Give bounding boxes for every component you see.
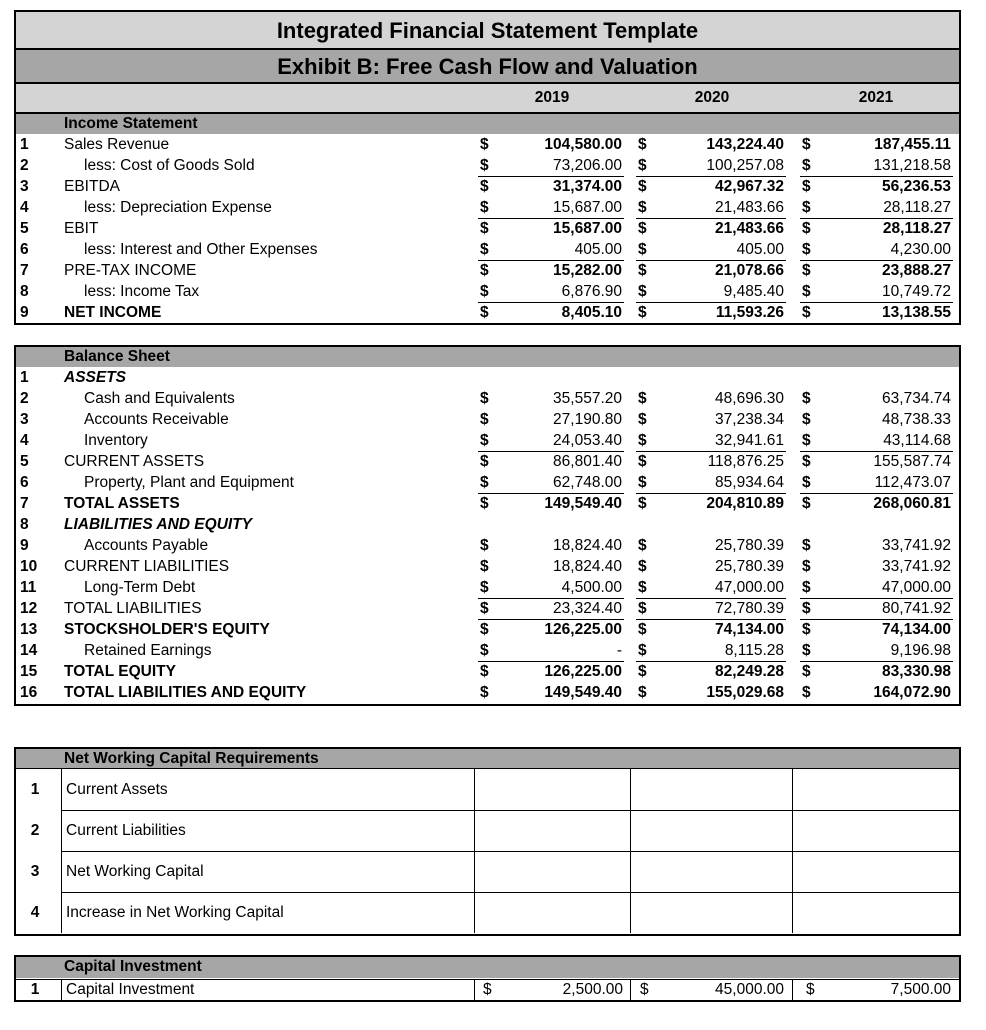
is-currency-symbol: $ xyxy=(638,220,647,237)
bs-row-label: Property, Plant and Equipment xyxy=(84,474,294,491)
bs-row-number: 7 xyxy=(20,495,29,512)
bs-row-label: TOTAL ASSETS xyxy=(64,495,180,512)
bs-row-number: 11 xyxy=(20,579,37,596)
capex-column-divider xyxy=(792,980,793,1000)
is-currency-symbol: $ xyxy=(638,241,647,258)
page-title: Integrated Financial Statement Template xyxy=(276,18,699,43)
is-currency-symbol: $ xyxy=(802,241,811,258)
bs-currency-symbol: $ xyxy=(802,684,811,701)
is-row-number: 2 xyxy=(20,157,29,174)
bs-value: 35,557.20 xyxy=(553,390,622,407)
bs-currency-symbol: $ xyxy=(480,558,489,575)
bs-currency-symbol: $ xyxy=(480,537,489,554)
bs-value: 63,734.74 xyxy=(882,390,951,407)
bs-currency-symbol: $ xyxy=(480,474,489,491)
year-2019: 2019 xyxy=(534,89,570,106)
bs-currency-symbol: $ xyxy=(802,411,811,428)
bs-value: 9,196.98 xyxy=(890,642,951,659)
is-row-label: NET INCOME xyxy=(64,304,162,321)
bs-value: 82,249.28 xyxy=(715,663,784,680)
year-2020: 2020 xyxy=(694,89,730,106)
is-value: 187,455.11 xyxy=(874,136,951,153)
year-header-band xyxy=(16,84,959,112)
capex-row-label: Capital Investment xyxy=(66,981,195,998)
bs-row-label: Inventory xyxy=(84,432,148,449)
is-currency-symbol: $ xyxy=(480,136,489,153)
is-currency-symbol: $ xyxy=(480,241,489,258)
bs-row-label: ASSETS xyxy=(64,369,127,386)
bs-value: 48,738.33 xyxy=(882,411,951,428)
is-currency-symbol: $ xyxy=(480,220,489,237)
income-statement-header: Income Statement xyxy=(64,115,198,132)
bs-value: 37,238.34 xyxy=(715,411,784,428)
bs-row-label: TOTAL LIABILITIES xyxy=(64,600,202,617)
bs-currency-symbol: $ xyxy=(638,600,647,617)
bs-row-label: TOTAL EQUITY xyxy=(64,663,176,680)
bs-currency-symbol: $ xyxy=(638,390,647,407)
bs-row-number: 16 xyxy=(20,684,38,701)
bs-row-number: 2 xyxy=(20,390,29,407)
is-row-number: 5 xyxy=(20,220,29,237)
bs-row-label: TOTAL LIABILITIES AND EQUITY xyxy=(64,684,307,701)
nwc-input-cell[interactable] xyxy=(793,852,959,892)
bs-currency-symbol: $ xyxy=(802,579,811,596)
bs-currency-symbol: $ xyxy=(802,642,811,659)
capex-value: 45,000.00 xyxy=(715,981,784,998)
bs-currency-symbol: $ xyxy=(638,684,647,701)
bs-currency-symbol: $ xyxy=(480,411,489,428)
bs-currency-symbol: $ xyxy=(638,495,647,512)
page-subtitle: Exhibit B: Free Cash Flow and Valuation xyxy=(277,54,698,79)
bs-row-label: Accounts Receivable xyxy=(84,411,229,428)
is-currency-symbol: $ xyxy=(802,136,811,153)
nwc-input-cell[interactable] xyxy=(475,852,630,892)
is-value: 405.00 xyxy=(736,241,784,258)
bs-value: 164,072.90 xyxy=(873,684,951,701)
is-currency-symbol: $ xyxy=(802,157,811,174)
is-currency-symbol: $ xyxy=(480,199,489,216)
nwc-input-cell[interactable] xyxy=(631,770,792,810)
bs-currency-symbol: $ xyxy=(638,474,647,491)
bs-currency-symbol: $ xyxy=(480,684,489,701)
is-value: 28,118.27 xyxy=(883,199,951,216)
is-currency-symbol: $ xyxy=(802,283,811,300)
is-value: 104,580.00 xyxy=(544,136,622,153)
is-value: 56,236.53 xyxy=(882,178,951,195)
is-row-label: less: Interest and Other Expenses xyxy=(84,241,318,258)
capex-currency-symbol: $ xyxy=(806,981,815,998)
bs-value: 27,190.80 xyxy=(553,411,622,428)
is-value: 15,687.00 xyxy=(553,199,622,216)
bs-value: 112,473.07 xyxy=(874,474,951,491)
bs-value: 25,780.39 xyxy=(715,558,784,575)
bs-currency-symbol: $ xyxy=(802,663,811,680)
bs-currency-symbol: $ xyxy=(802,390,811,407)
bs-row-number: 6 xyxy=(20,474,29,491)
nwc-input-cell[interactable] xyxy=(475,770,630,810)
bs-value: 25,780.39 xyxy=(715,537,784,554)
bs-row-number: 3 xyxy=(20,411,29,428)
nwc-input-cell[interactable] xyxy=(793,770,959,810)
bs-value: 33,741.92 xyxy=(882,558,951,575)
nwc-input-cell[interactable] xyxy=(631,893,792,933)
is-value: 100,257.08 xyxy=(706,157,784,174)
bs-row-label: CURRENT LIABILITIES xyxy=(64,558,230,575)
is-row-number: 3 xyxy=(20,178,29,195)
is-currency-symbol: $ xyxy=(802,178,811,195)
bs-currency-symbol: $ xyxy=(480,621,489,638)
bs-row-number: 13 xyxy=(20,621,38,638)
bs-value: 155,587.74 xyxy=(873,453,951,470)
capex-value: 2,500.00 xyxy=(562,981,623,998)
is-value: 4,230.00 xyxy=(890,241,951,258)
bs-currency-symbol: $ xyxy=(480,390,489,407)
bs-value: 80,741.92 xyxy=(882,600,951,617)
capex-column-divider xyxy=(61,980,62,1000)
is-row-number: 1 xyxy=(20,136,29,153)
nwc-row-number: 1 xyxy=(30,781,40,798)
bs-row-label: LIABILITIES AND EQUITY xyxy=(64,516,253,533)
bs-currency-symbol: $ xyxy=(480,495,489,512)
bs-value: 43,114.68 xyxy=(883,432,951,449)
nwc-input-cell[interactable] xyxy=(475,893,630,933)
bs-row-label: Retained Earnings xyxy=(84,642,212,659)
nwc-row-label: Current Liabilities xyxy=(66,822,186,839)
capex-currency-symbol: $ xyxy=(483,981,492,998)
bs-currency-symbol: $ xyxy=(480,600,489,617)
bs-currency-symbol: $ xyxy=(638,663,647,680)
bs-currency-symbol: $ xyxy=(480,663,489,680)
is-row-number: 6 xyxy=(20,241,29,258)
bs-currency-symbol: $ xyxy=(638,453,647,470)
is-value: 405.00 xyxy=(574,241,622,258)
bs-currency-symbol: $ xyxy=(638,579,647,596)
bs-value: 126,225.00 xyxy=(544,621,622,638)
bs-currency-symbol: $ xyxy=(638,411,647,428)
bs-row-label: Long-Term Debt xyxy=(84,579,196,596)
is-currency-symbol: $ xyxy=(802,199,811,216)
bs-value: 86,801.40 xyxy=(553,453,622,470)
bs-row-label: CURRENT ASSETS xyxy=(64,453,205,470)
is-row-label: Sales Revenue xyxy=(64,136,170,153)
is-row-number: 9 xyxy=(20,304,29,321)
bs-value: 18,824.40 xyxy=(553,558,622,575)
balance-sheet-header: Balance Sheet xyxy=(64,348,170,365)
is-row-label: EBIT xyxy=(64,220,99,237)
is-row-label: PRE-TAX INCOME xyxy=(64,262,197,279)
is-currency-symbol: $ xyxy=(480,262,489,279)
bs-value: 268,060.81 xyxy=(873,495,951,512)
bs-row-label: Accounts Payable xyxy=(84,537,209,554)
nwc-row-number: 3 xyxy=(30,863,40,880)
is-value: 42,967.32 xyxy=(715,178,784,195)
bs-row-label: STOCKSHOLDER'S EQUITY xyxy=(64,621,270,638)
bs-currency-symbol: $ xyxy=(480,432,489,449)
bs-value: 85,934.64 xyxy=(715,474,784,491)
is-value: 9,485.40 xyxy=(723,283,784,300)
bs-currency-symbol: $ xyxy=(638,537,647,554)
is-currency-symbol: $ xyxy=(480,157,489,174)
nwc-input-cell[interactable] xyxy=(475,811,630,851)
bs-currency-symbol: $ xyxy=(480,453,489,470)
bs-row-label: Cash and Equivalents xyxy=(84,390,235,407)
nwc-input-cell[interactable] xyxy=(631,811,792,851)
capex-value: 7,500.00 xyxy=(890,981,951,998)
is-row-number: 4 xyxy=(20,199,29,216)
bs-row-number: 4 xyxy=(20,432,29,449)
bs-value: 155,029.68 xyxy=(706,684,784,701)
bs-value: 48,696.30 xyxy=(715,390,784,407)
bs-row-number: 14 xyxy=(20,642,38,659)
is-value: 15,687.00 xyxy=(553,220,622,237)
bs-value: 33,741.92 xyxy=(882,537,951,554)
bs-value: 47,000.00 xyxy=(882,579,951,596)
is-value: 6,876.90 xyxy=(561,283,622,300)
bs-currency-symbol: $ xyxy=(802,537,811,554)
nwc-input-cell[interactable] xyxy=(793,893,959,933)
is-value: 28,118.27 xyxy=(882,220,951,237)
is-currency-symbol: $ xyxy=(638,178,647,195)
bs-value: 47,000.00 xyxy=(715,579,784,596)
capex-column-divider xyxy=(630,980,631,1000)
is-currency-symbol: $ xyxy=(480,283,489,300)
nwc-row-number: 2 xyxy=(30,822,40,839)
capex-column-divider xyxy=(474,980,475,1000)
is-currency-symbol: $ xyxy=(480,178,489,195)
bs-currency-symbol: $ xyxy=(802,453,811,470)
year-2021: 2021 xyxy=(858,89,894,106)
bs-value: 74,134.00 xyxy=(882,621,951,638)
is-value: 13,138.55 xyxy=(882,304,951,321)
is-value: 10,749.72 xyxy=(882,283,951,300)
bs-value: 62,748.00 xyxy=(553,474,622,491)
capex-currency-symbol: $ xyxy=(640,981,649,998)
is-currency-symbol: $ xyxy=(638,136,647,153)
is-value: 131,218.58 xyxy=(873,157,951,174)
bs-value: 149,549.40 xyxy=(544,495,622,512)
bs-value: 23,324.40 xyxy=(553,600,622,617)
bs-currency-symbol: $ xyxy=(802,495,811,512)
bs-value: 4,500.00 xyxy=(561,579,622,596)
is-value: 21,078.66 xyxy=(715,262,784,279)
bs-value: 118,876.25 xyxy=(707,453,784,470)
is-value: 21,483.66 xyxy=(715,220,784,237)
is-row-label: less: Income Tax xyxy=(84,283,200,300)
is-value: 15,282.00 xyxy=(553,262,622,279)
bs-value: 18,824.40 xyxy=(553,537,622,554)
bs-currency-symbol: $ xyxy=(802,621,811,638)
nwc-row-number: 4 xyxy=(30,904,40,921)
is-row-number: 7 xyxy=(20,262,29,279)
bs-row-number: 5 xyxy=(20,453,29,470)
bs-value: 204,810.89 xyxy=(706,495,784,512)
is-row-label: less: Cost of Goods Sold xyxy=(84,157,255,174)
is-value: 21,483.66 xyxy=(715,199,784,216)
is-currency-symbol: $ xyxy=(638,304,647,321)
is-value: 11,593.26 xyxy=(715,304,784,321)
nwc-header: Net Working Capital Requirements xyxy=(64,750,319,767)
bs-currency-symbol: $ xyxy=(480,642,489,659)
bs-currency-symbol: $ xyxy=(802,432,811,449)
nwc-row-label: Increase in Net Working Capital xyxy=(66,904,284,921)
bs-value: 149,549.40 xyxy=(544,684,622,701)
bs-row-number: 15 xyxy=(20,663,38,680)
is-currency-symbol: $ xyxy=(638,199,647,216)
nwc-row-label: Net Working Capital xyxy=(66,863,204,880)
bs-row-number: 9 xyxy=(20,537,29,554)
is-value: 73,206.00 xyxy=(553,157,622,174)
bs-currency-symbol: $ xyxy=(802,600,811,617)
capex-header: Capital Investment xyxy=(64,958,202,975)
bs-row-number: 10 xyxy=(20,558,38,575)
bs-currency-symbol: $ xyxy=(638,621,647,638)
bs-row-number: 8 xyxy=(20,516,29,533)
is-row-label: less: Depreciation Expense xyxy=(84,199,272,216)
bs-currency-symbol: $ xyxy=(638,558,647,575)
bs-value: 32,941.61 xyxy=(715,432,784,449)
is-currency-symbol: $ xyxy=(802,262,811,279)
bs-currency-symbol: $ xyxy=(638,642,647,659)
nwc-row-label: Current Assets xyxy=(66,781,168,798)
is-currency-symbol: $ xyxy=(802,220,811,237)
is-currency-symbol: $ xyxy=(638,262,647,279)
bs-currency-symbol: $ xyxy=(802,558,811,575)
capex-row-number: 1 xyxy=(30,981,40,998)
is-row-number: 8 xyxy=(20,283,29,300)
bs-currency-symbol: $ xyxy=(638,432,647,449)
bs-currency-symbol: $ xyxy=(480,579,489,596)
nwc-input-cell[interactable] xyxy=(793,811,959,851)
bs-value: 83,330.98 xyxy=(882,663,951,680)
is-value: 143,224.40 xyxy=(706,136,784,153)
bs-row-number: 1 xyxy=(20,369,29,386)
is-value: 31,374.00 xyxy=(553,178,622,195)
bs-row-number: 12 xyxy=(20,600,38,617)
is-currency-symbol: $ xyxy=(802,304,811,321)
bs-value: 8,115.28 xyxy=(724,642,784,659)
is-currency-symbol: $ xyxy=(480,304,489,321)
is-value: 8,405.10 xyxy=(561,304,622,321)
bs-value: 24,053.40 xyxy=(553,432,622,449)
is-row-label: EBITDA xyxy=(64,178,120,195)
is-currency-symbol: $ xyxy=(638,157,647,174)
bs-value: - xyxy=(616,642,622,659)
bs-value: 72,780.39 xyxy=(715,600,784,617)
is-currency-symbol: $ xyxy=(638,283,647,300)
is-value: 23,888.27 xyxy=(882,262,951,279)
bs-value: 126,225.00 xyxy=(544,663,622,680)
bs-value: 74,134.00 xyxy=(715,621,784,638)
bs-currency-symbol: $ xyxy=(802,474,811,491)
nwc-input-cell[interactable] xyxy=(631,852,792,892)
